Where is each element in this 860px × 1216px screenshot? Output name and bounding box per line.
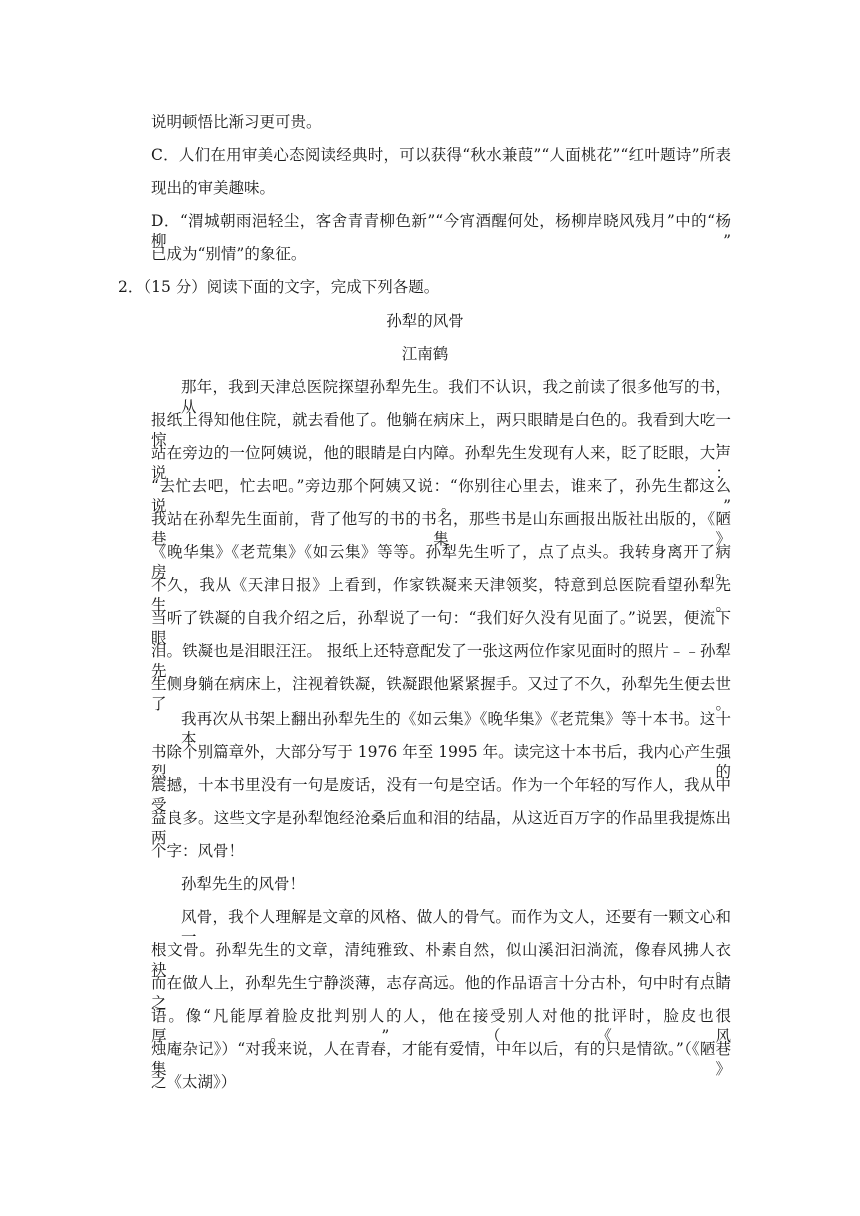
paragraph-1-line: 泪。铁凝也是泪眼汪汪。 报纸上还特意配发了一张这两位作家见面时的照片﹣﹣孙犁先 [151,642,731,680]
option-c-line-2: 现出的审美趣味。 [151,179,276,197]
paragraph-1-line: 当听了铁凝的自我介绍之后，孙犁说了一句：“我们好久没有见面了。”说罢，便流下眼 [151,609,731,647]
paragraph-1-line: 我站在孙犁先生面前，背了他写的书的书名，那些书是山东画报出版社出版的，《陋巷集》 [151,510,731,548]
paragraph-1-line: 不久，我从《天津日报》上看到，作家铁凝来天津领奖，特意到总医院看望孙犁先生。 [151,576,731,614]
paragraph-1-line: 站在旁边的一位阿姨说，他的眼睛是白内障。孙犁先生发现有人来，眨了眨眼，大声说： [151,444,731,482]
paragraph-2-line: 书除个别篇章外，大部分写于 1976 年至 1995 年。读完这十本书后，我内心产生强烈的 [151,743,731,781]
paragraph-1-line: 那年，我到天津总医院探望孙犁先生。我们不认识，我之前读了很多他写的书，从 [181,378,731,416]
paragraph-2-line: 震撼，十本书里没有一句是废话，没有一句是空话。作为一个年轻的写作人，我从中受 [151,776,731,814]
option-d-line-1: D．“渭城朝雨浥轻尘，客舍青青柳色新”“今宵酒醒何处，杨柳岸晓风残月”中的“杨柳” [151,212,731,250]
paragraph-4-line: 之《太湖》） [151,1073,237,1091]
option-b-continuation: 说明顿悟比渐习更可贵。 [151,113,322,131]
article-title: 孙犁的风骨 [386,312,464,330]
paragraph-4-line: 根文骨。孙犁先生的文章，清纯雅致、朴素自然，似山溪汩汩淌流，像春风拂人衣袂。 [151,941,731,979]
paragraph-2-line: 个字：风骨！ [151,842,245,860]
paragraph-4-line: 语。像“凡能厚着脸皮批判别人的人，他在接受别人对他的批评时，脸皮也很厚。”（《风 [151,1007,731,1045]
paragraph-4-line: 烛庵杂记》）“对我来说，人在青春，才能有爱情，中年以后，有的只是情欲。”（《陋巷集》 [151,1040,731,1078]
paragraph-3: 孙犁先生的风骨！ [181,875,306,893]
paragraph-2-line: 益良多。这些文字是孙犁饱经沧桑后血和泪的结晶，从这近百万字的作品里我提炼出两 [151,809,731,847]
paragraph-2-line: 我再次从书架上翻出孙犁先生的《如云集》《晚华集》《老荒集》等十本书。这十本 [181,710,731,748]
article-author: 江南鹤 [401,345,449,363]
paragraph-1-line: 报纸上得知他住院，就去看他了。他躺在病床上，两只眼睛是白色的。我看到大吃一惊， [151,411,731,449]
question-2-stem: 2．（15 分）阅读下面的文字，完成下列各题。 [118,278,440,296]
paragraph-1-line: 《晚华集》《老荒集》《如云集》等等。孙犁先生听了，点了点头。我转身离开了病房。 [151,543,731,581]
paragraph-1-line: “去忙去吧，忙去吧。”旁边那个阿姨又说：“你别往心里去，谁来了，孙先生都这么说。” [151,477,731,515]
option-c-line-1: C．人们在用审美心态阅读经典时，可以获得“秋水兼葭”“人面桃花”“红叶题诗”所表 [151,146,731,164]
paragraph-1-line: 生侧身躺在病床上，注视着铁凝，铁凝跟他紧紧握手。又过了不久，孙犁先生便去世了。 [151,675,731,713]
paragraph-4-line: 风骨，我个人理解是文章的风格、做人的骨气。而作为文人，还要有一颗文心和一 [181,908,731,946]
option-d-line-2: 已成为“别情”的象征。 [151,245,307,263]
paragraph-4-line: 而在做人上，孙犁先生宁静淡薄，志存高远。他的作品语言十分古朴，句中时有点睛之 [151,974,731,1012]
